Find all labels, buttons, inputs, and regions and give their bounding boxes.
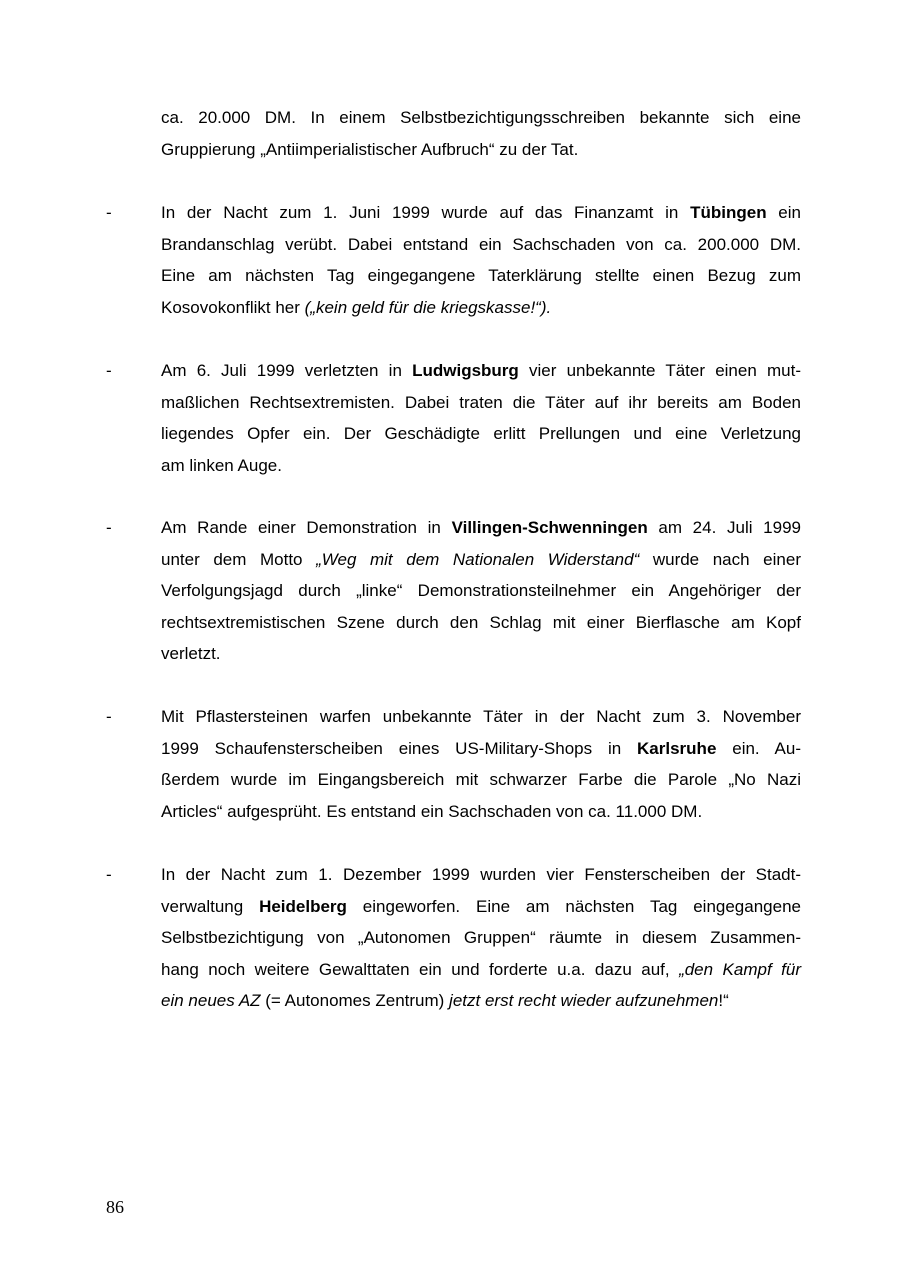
text-line — [161, 260, 801, 292]
text-segment: am 24. Juli 1999 — [647, 518, 801, 537]
text-segment: ßerdem wurde im Eingangsbereich mit schwarzer Farbe die Parole „No Nazi — [161, 770, 801, 789]
paragraph-text — [161, 512, 801, 670]
text-line — [161, 607, 801, 639]
text-line — [161, 418, 801, 450]
text-segment: am linken Auge. — [161, 455, 282, 475]
text-segment: ein — [766, 203, 801, 222]
text-segment: maßlichen Rechtsextremisten. Dabei traten die Täter auf ihr bereits am Boden — [161, 392, 801, 412]
text-segment: Gruppierung „Antiimperialistischer Aufbruch“ zu der Tat. — [161, 139, 579, 159]
text-line — [161, 512, 801, 544]
text-line — [161, 575, 801, 607]
text-segment: Kosovokonflikt her — [161, 297, 305, 317]
text-segment: unter dem Motto — [161, 549, 317, 569]
bullet-dash: - — [106, 361, 112, 380]
text-line — [161, 450, 801, 482]
text-segment: ein. Au- — [716, 738, 801, 758]
bold-place-name: Villingen-Schwenningen — [451, 518, 648, 537]
text-segment: Verfolgungsjagd durch „linke“ Demonstrationsteilnehmer ein Angehöriger der — [161, 581, 801, 600]
text-segment: 1999 Schaufensterscheiben eines US-Military-Shops in — [161, 738, 638, 758]
italic-quote: „Weg mit dem Nationalen Widerstand“ — [316, 549, 640, 569]
text-line — [161, 387, 801, 419]
text-line — [161, 891, 801, 923]
text-segment: eingeworfen. Eine am nächsten Tag eingegangene — [346, 896, 801, 916]
text-segment: hang noch weitere Gewalttaten ein und forderte u.a. dazu auf, — [161, 959, 680, 979]
bold-place-name: Karlsruhe — [637, 738, 717, 758]
text-segment: vier unbekannte Täter einen mut- — [518, 361, 801, 380]
text-segment: Articles“ aufgesprüht. Es entstand ein Sachschaden von ca. 11.000 DM. — [161, 801, 703, 821]
bold-place-name: Tübingen — [690, 203, 767, 222]
text-segment: !“ — [718, 991, 729, 1010]
italic-quote: („kein geld für die kriegskasse!“). — [304, 297, 552, 317]
text-line — [161, 102, 801, 134]
text-line — [161, 701, 801, 733]
text-segment: ca. 20.000 DM. In einem Selbstbezichtigungsschreiben bekannte sich eine — [161, 108, 801, 127]
text-segment: Am 6. Juli 1999 verletzten in — [161, 361, 413, 380]
text-line — [161, 922, 801, 954]
text-line — [161, 733, 801, 765]
text-segment: rechtsextremistischen Szene durch den Schlag mit einer Bierflasche am Kopf — [161, 612, 801, 632]
bold-place-name: Ludwigsburg — [412, 361, 519, 380]
paragraph-text — [161, 859, 801, 1017]
text-segment: (= Autonomes Zentrum) — [260, 991, 450, 1010]
text-segment: Eine am nächsten Tag eingegangene Taterklärung stellte einen Bezug zum — [161, 266, 801, 285]
text-segment: Brandanschlag verübt. Dabei entstand ein Sachschaden von ca. 200.000 DM. — [161, 234, 801, 254]
text-line — [161, 954, 801, 986]
text-line — [161, 796, 801, 828]
bold-place-name: Heidelberg — [259, 896, 347, 916]
text-segment: liegendes Opfer ein. Der Geschädigte erlitt Prellungen und eine Verletzung — [161, 424, 801, 443]
text-line — [161, 292, 801, 324]
text-line — [161, 229, 801, 261]
text-segment: In der Nacht zum 1. Dezember 1999 wurden vier Fensterscheiben der Stadt- — [161, 865, 801, 884]
bullet-dash: - — [106, 203, 112, 222]
text-line — [161, 544, 801, 576]
text-segment: Am Rande einer Demonstration in — [161, 518, 452, 537]
text-line — [161, 197, 801, 229]
paragraph-text — [161, 701, 801, 827]
paragraph-text — [161, 102, 801, 165]
text-line — [161, 134, 801, 166]
text-line — [161, 638, 801, 670]
text-segment: verwaltung — [161, 896, 260, 916]
text-line — [161, 985, 801, 1017]
italic-quote: „den Kampf für — [679, 959, 801, 979]
text-segment: verletzt. — [161, 644, 221, 663]
bullet-dash: - — [106, 865, 112, 884]
italic-quote: ein neues AZ — [161, 991, 261, 1010]
text-segment: wurde nach einer — [639, 549, 801, 569]
text-segment: Mit Pflastersteinen warfen unbekannte Täter in der Nacht zum 3. November — [161, 707, 801, 726]
text-line — [161, 859, 801, 891]
text-segment: Selbstbezichtigung von „Autonomen Gruppen“ räumte in diesem Zusammen- — [161, 928, 801, 947]
paragraph-text — [161, 197, 801, 323]
text-segment: In der Nacht zum 1. Juni 1999 wurde auf das Finanzamt in — [161, 203, 691, 222]
text-line — [161, 764, 801, 796]
bullet-dash: - — [106, 707, 112, 726]
text-line — [161, 355, 801, 387]
paragraph-text — [161, 355, 801, 481]
page-number: 86 — [106, 1197, 124, 1217]
italic-quote: jetzt erst recht wieder aufzunehmen — [449, 991, 719, 1010]
bullet-dash: - — [106, 518, 112, 537]
